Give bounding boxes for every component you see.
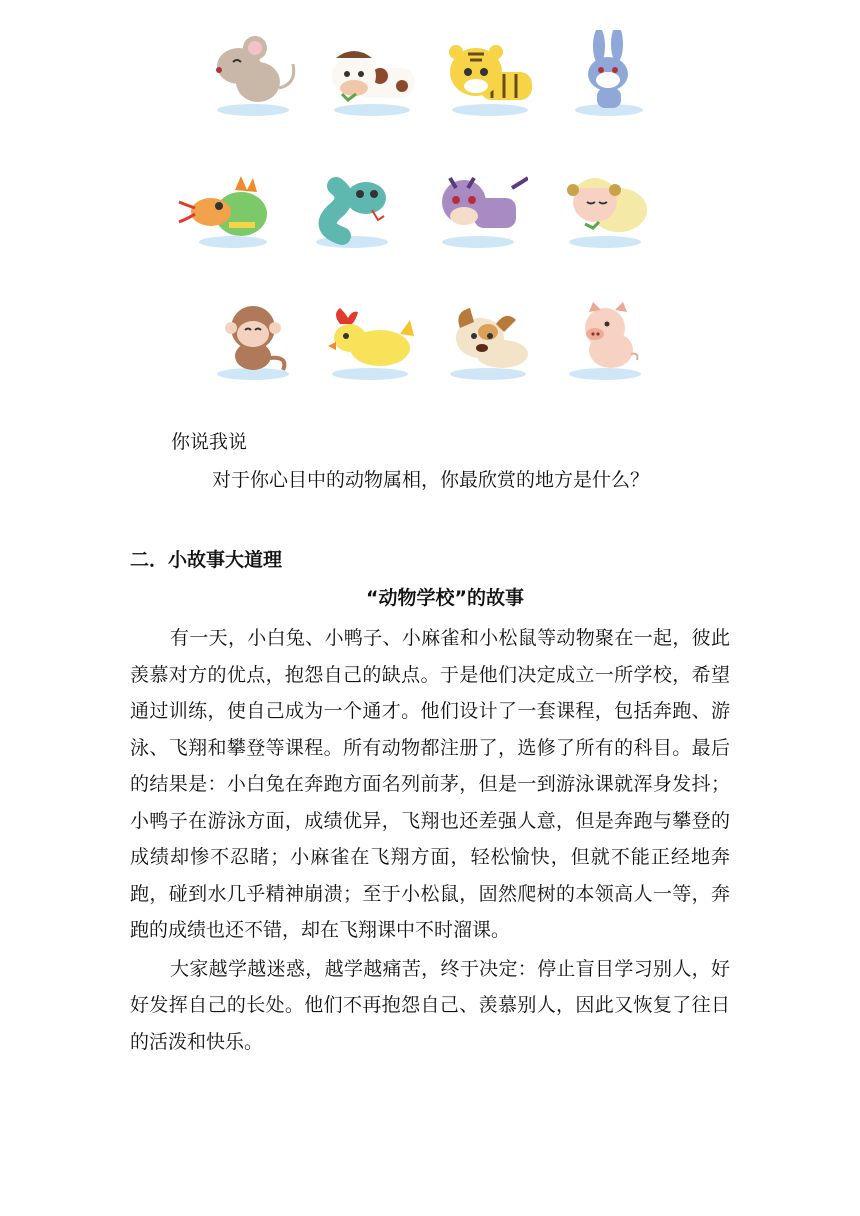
dog-icon bbox=[438, 294, 538, 384]
tiger-icon bbox=[440, 30, 540, 120]
story-body bbox=[130, 620, 730, 1060]
dragon-icon bbox=[175, 162, 275, 252]
rooster-icon bbox=[320, 294, 420, 384]
zodiac-row-2 bbox=[175, 162, 695, 252]
pig-icon bbox=[555, 294, 655, 384]
zodiac-row-1 bbox=[175, 30, 695, 120]
section-heading: 二．小故事大道理 bbox=[130, 549, 283, 571]
snake-icon bbox=[302, 162, 402, 252]
story-paragraph: 有一天，小白兔、小鸭子、小麻雀和小松鼠等动物聚在一起，彼此羡慕对方的优点，抱怨自己的缺点。于是他们决定成立一所学校，希望通过训练，使自己成为一个通才。他们设计了一套课程，包括奔跑、游泳、飞翔和攀登等课程。所有动物都注册了，选修了所有的科目。最后的结果是：小白兔在奔跑方面名列前茅，但是一到游泳课就浑身发抖；小鸭子在游泳方面，成绩优异，飞翔也还差强人意，但是奔跑与攀登的成绩却惨不忍睹；小麻雀在飞翔方面，轻松愉快，但就不能正经地奔跑，碰到水几乎精神崩溃；至于小松鼠，固然爬树的本领高人一等，奔跑的成绩也还不错，却在飞翔课中不时溜课。 bbox=[130, 627, 730, 941]
discussion-heading: 你说我说 bbox=[171, 431, 248, 453]
monkey-icon bbox=[203, 294, 303, 384]
mouse-icon bbox=[203, 30, 303, 120]
story-paragraph: 大家越学越迷惑，越学越痛苦，终于决定：停止盲目学习别人，好好发挥自己的长处。他们不再抱怨自己、羡慕别人，因此又恢复了往日的活泼和快乐。 bbox=[130, 957, 730, 1053]
rabbit-icon bbox=[559, 30, 659, 120]
zodiac-row-3 bbox=[175, 294, 695, 384]
ox-icon bbox=[322, 30, 422, 120]
story-title: “动物学校”的故事 bbox=[366, 587, 524, 609]
horse-icon bbox=[428, 162, 528, 252]
zodiac-illustration-grid bbox=[175, 30, 695, 426]
goat-icon bbox=[555, 162, 655, 252]
discussion-question: 对于你心目中的动物属相，你最欣赏的地方是什么？ bbox=[212, 469, 650, 491]
